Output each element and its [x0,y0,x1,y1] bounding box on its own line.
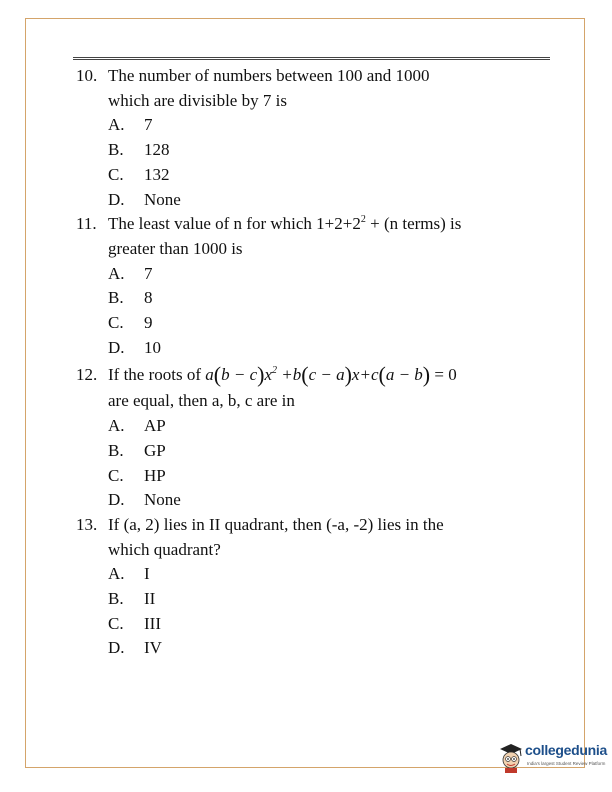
option-b: B. 8 [108,288,153,308]
option-c: C. HP [108,465,166,485]
option-b: B. GP [108,440,166,460]
question-text: are equal, then a, b, c are in [108,391,295,411]
option-d: D. None [108,490,181,510]
option-a: A. I [108,564,150,584]
question-text: which are divisible by 7 is [108,90,287,110]
mascot-icon [497,742,525,774]
question-number: 12. [76,365,98,385]
equation: $a(b - c)x^2 +b(c - a)x+c(a - b) = 0$ [205,362,457,388]
option-c: C. 132 [108,164,170,184]
question-number: 10. [76,66,98,85]
option-a: A. 7 [108,115,153,135]
option-b: B. 128 [108,140,170,160]
question-number: 11. [76,214,97,234]
question-number: 13. [76,514,98,534]
option-a: A. 7 [108,263,153,283]
collegedunia-logo [497,742,607,776]
option-b: B. II [108,589,156,609]
question-text: greater than 1000 is [108,238,243,258]
option-d: D. 10 [108,337,161,357]
option-d: D. IV [108,638,162,658]
option-c: C. 9 [108,313,153,333]
question-list [76,64,546,661]
question-text: If (a, 2) lies in II quadrant, then (-a, -2) lies in the [108,514,444,534]
question-text: The least value of n for which $1+2+2^2 + (n$ terms) is [108,214,462,234]
option-c: C. III [108,613,161,633]
header-rule [73,57,550,60]
question-11 [76,212,546,360]
logo-tagline: India's largest Student Review Platform [527,761,606,766]
question-text: If the roots of $a(b - c)x^2 +b(c - a)x+c(a - b) = 0$ [108,362,457,388]
question-13 [76,513,546,661]
question-text: which quadrant? [108,539,221,559]
option-a: A. AP [108,416,166,436]
question-12 [76,360,546,513]
logo-wordmark: collegedunia [525,742,607,758]
question-10 [76,64,546,212]
option-d: D. None [108,189,181,209]
question-text: The number of numbers between 100 and 1000 [108,66,430,85]
